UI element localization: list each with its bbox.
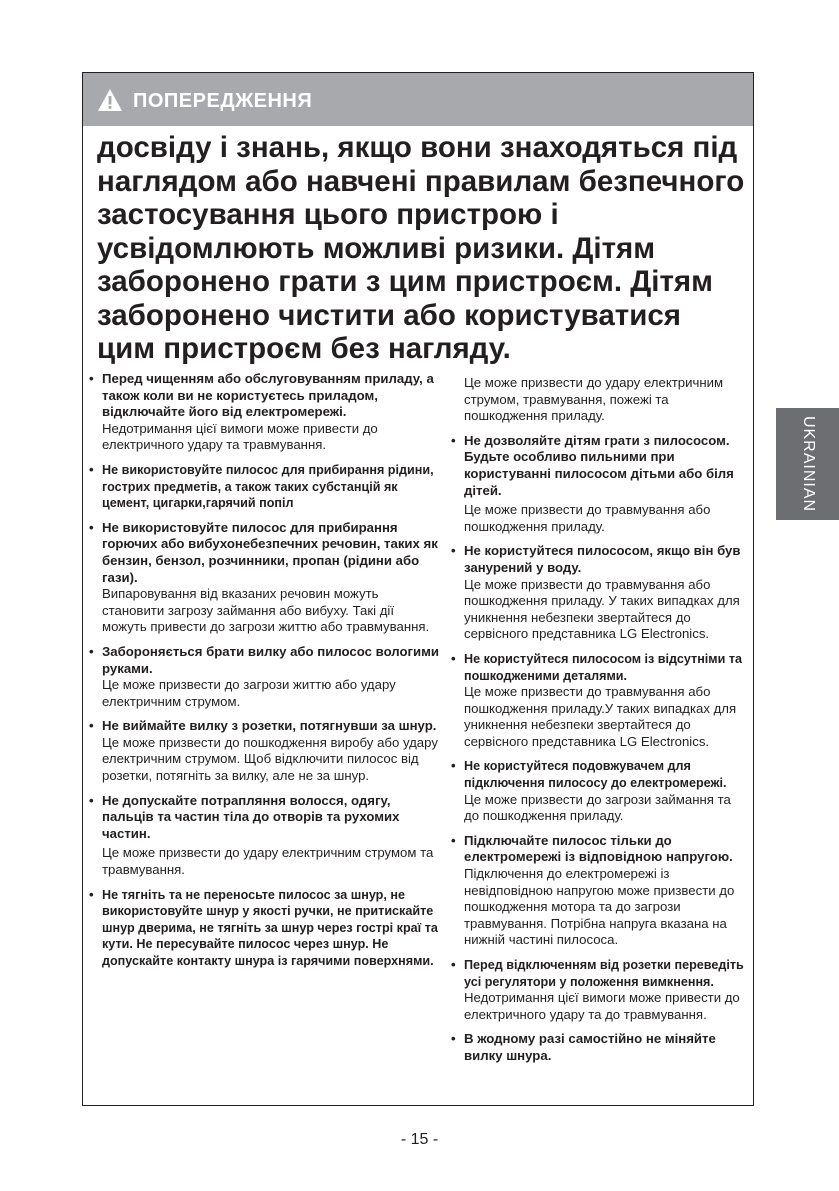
item-text: Це може призвести до загрози життю або удару електричним струмом. [102, 677, 396, 709]
list-item: • Перед відключенням від розетки переведіть усі регулятори у положення вимкнення. Недотримання цієї вимоги може привести до електричного удару та до травмування. [451, 957, 749, 1023]
item-bold-text: Не користуйтеся пилососом, якщо він був занурений у воду. [464, 543, 741, 575]
item-text: Недотримання цієї вимоги може привести до електричного удару та до травмування. [464, 990, 740, 1022]
item-text: Підключення до електромережі із невідповідною напругою може призвести до пошкодження мотора та до загрози травмування. Потрібна напруга вказана на нижній частині пилососа. [464, 866, 735, 948]
intro-paragraph: досвіду і знань, якщо вони знаходяться під наглядом або навчені правилам безпечного застосування цього пристрою і усвідомлюють можливі ризики. Дітям заборонено грати з цим пристроєм. Дітям заборонено чистити або користуватися цим пристроєм без нагляду. [97, 131, 745, 365]
item-text: Це може призвести до травмування або пошкодження приладу. [464, 502, 711, 534]
item-bold-text: Забороняється брати вилку або пилосос вологими руками. [102, 643, 440, 676]
item-text: Це може призвести до пошкодження виробу або удару електричним струмом. Щоб відключити пилосос від розетки, потягніть за вилку, але не за шнур. [102, 734, 438, 784]
item-text: Це може призвести до удару електричним струмом та травмування. [102, 845, 434, 878]
right-column [451, 375, 749, 1073]
list-item: • Не тягніть та не переносьте пилосос за шнур, не використовуйте шнур у якості ручки, не притискайте шнур дверима, не тягніть за шнур через гострі краї та кути. Не пересувайте пилосос через шнур. Не допускайте контакту шнура із гарячими поверхнями. [89, 887, 441, 970]
page-number: - 15 - [400, 1131, 439, 1148]
item-bold-text: Не користуйтеся подовжувачем для підключення пилососу до електромережі. [464, 759, 727, 791]
item-bold-text: Не допускайте потрапляння волосся, одягу, пальців та частин тіла до отворів та рухомих частин. [102, 792, 400, 841]
list-item: • Не виймайте вилку з розетки, потягнувши за шнур. Це може призвести до пошкодження виробу або удару електричним струмом. Щоб відключити пилосос від розетки, потягніть за вилку, але не за шнур. [89, 718, 441, 784]
item-bold-text: Не користуйтеся пилососом із відсутніми та пошкодженими деталями. [464, 651, 743, 683]
list-item: • Не користуйтеся пилососом із відсутніми та пошкодженими деталями. Це може призвести до травмування або пошкодження приладу.У таких випадках для уникнення небезпеки звертайтеся до сервісного представника LG Electronics. [451, 651, 749, 751]
item-bold-text: Підключайте пилосос тільки до електромережі із відповідною напругою. [464, 832, 733, 865]
item-text: Це може призвести до удару електричним струмом, травмування, пожежі та пошкодження приладу. [464, 375, 724, 424]
language-side-tab [776, 408, 839, 520]
list-item: • Не користуйтеся пилососом, якщо він був занурений у воду. Це може призвести до травмування або пошкодження приладу. У таких випадках для уникнення небезпеки звертайтеся до сервісного представника LG Electronics. [451, 543, 749, 643]
item-bold-text: Не використовуйте пилосос для прибирання рідини, гострих предметів, а також таких субстанцій як цемент, цигарки,гарячий попіл [102, 462, 434, 511]
item-text: Це може призвести до травмування або пошкодження приладу.У таких випадках для уникнення небезпеки звертайтеся до сервісного представника LG Electronics. [464, 684, 737, 749]
item-bold-text: Не виймайте вилку з розетки, потягнувши за шнур. [102, 718, 437, 734]
list-item-continuation [451, 375, 749, 425]
list-item: • Не використовуйте пилосос для прибирання рідини, гострих предметів, а також таких субстанцій як цемент, цигарки,гарячий попіл [89, 462, 441, 512]
item-text: Недотримання цієї вимоги може привести до електричного удару та травмування. [102, 420, 378, 453]
warning-header [83, 73, 753, 126]
item-bold-text: Не використовуйте пилосос для прибирання горючих або вибухонебезпечних речовин, таких як бензин, бензол, розчинники, пропан (рідини або гази). [102, 519, 438, 585]
item-bold-text: В жодному разі самостійно не міняйте вилку шнура. [464, 1031, 716, 1063]
list-item: • Перед чищенням або обслуговуванням приладу, а також коли ви не користуєтесь приладом, відключайте його від електромережі. Недотримання цієї вимоги може привести до електричного удару та травмування. [89, 371, 441, 454]
warning-frame [82, 72, 754, 1106]
left-column [89, 371, 441, 978]
item-bold-text: Перед чищенням або обслуговуванням приладу, а також коли ви не користуєтесь приладом, відключайте його від електромережі. [102, 371, 434, 420]
warning-title: ПОПЕРЕДЖЕННЯ [133, 90, 313, 112]
item-text: Це може призвести до загрози займання та до пошкодження приладу. [464, 791, 731, 824]
list-item: • Забороняється брати вилку або пилосос вологими руками. Це може призвести до загрози життю або удару електричним струмом. [89, 643, 440, 709]
list-item: • Не дозволяйте дітям грати з пилососом. Будьте особливо пильними при користуванні пилососом дітьми або біля дітей. Це може призвести до травмування або пошкодження приладу. [451, 433, 749, 536]
item-bold-text: Не дозволяйте дітям грати з пилососом. Будьте особливо пильними при користуванні пилососом дітьми або біля дітей. [464, 432, 734, 498]
list-item: • Не користуйтеся подовжувачем для підключення пилососу до електромережі. Це може призвести до загрози займання та до пошкодження приладу. [451, 758, 749, 824]
item-text: Це може призвести до травмування або пошкодження приладу. У таких випадках для уникнення небезпеки звертайтеся до сервісного представника LG Electronics. [464, 576, 740, 642]
list-item: • Не використовуйте пилосос для прибирання горючих або вибухонебезпечних речовин, таких як бензин, бензол, розчинники, пропан (рідини або гази). Випаровування від вказаних речовин можуть становити загрозу займання або вибуху. Такі дії можуть привести до загрози життю або травмування. [89, 520, 441, 636]
language-label: UKRAINIAN [799, 415, 817, 513]
item-bold-text: Не тягніть та не переносьте пилосос за шнур, не використовуйте шнур у якості ручки, не притискайте шнур дверима, не тягніть за шнур через гострі краї та кути. Не пересувайте пилосос через шнур. Не допускайте контакту шнура із гарячими поверхнями. [102, 887, 438, 968]
list-item: • Підключайте пилосос тільки до електромережі із відповідною напругою. Підключення до електромережі із невідповідною напругою може призвести до пошкодження мотора та до загрози травмування. Потрібна напруга вказана на нижній частині пилососа. [451, 833, 749, 949]
item-bold-text: Перед відключенням від розетки переведіть усі регулятори у положення вимкнення. [464, 958, 744, 989]
item-text: Випаровування від вказаних речовин можуть становити загрозу займання або вибуху. Такі дії можуть привести до загрози життю або травмування. [102, 586, 430, 635]
list-item: • Не допускайте потрапляння волосся, одягу, пальців та частин тіла до отворів та рухомих частин. Це може призвести до удару електричним струмом та травмування. [89, 793, 441, 879]
list-item: • В жодному разі самостійно не міняйте вилку шнура. [451, 1031, 749, 1064]
warning-triangle-icon [97, 88, 123, 112]
